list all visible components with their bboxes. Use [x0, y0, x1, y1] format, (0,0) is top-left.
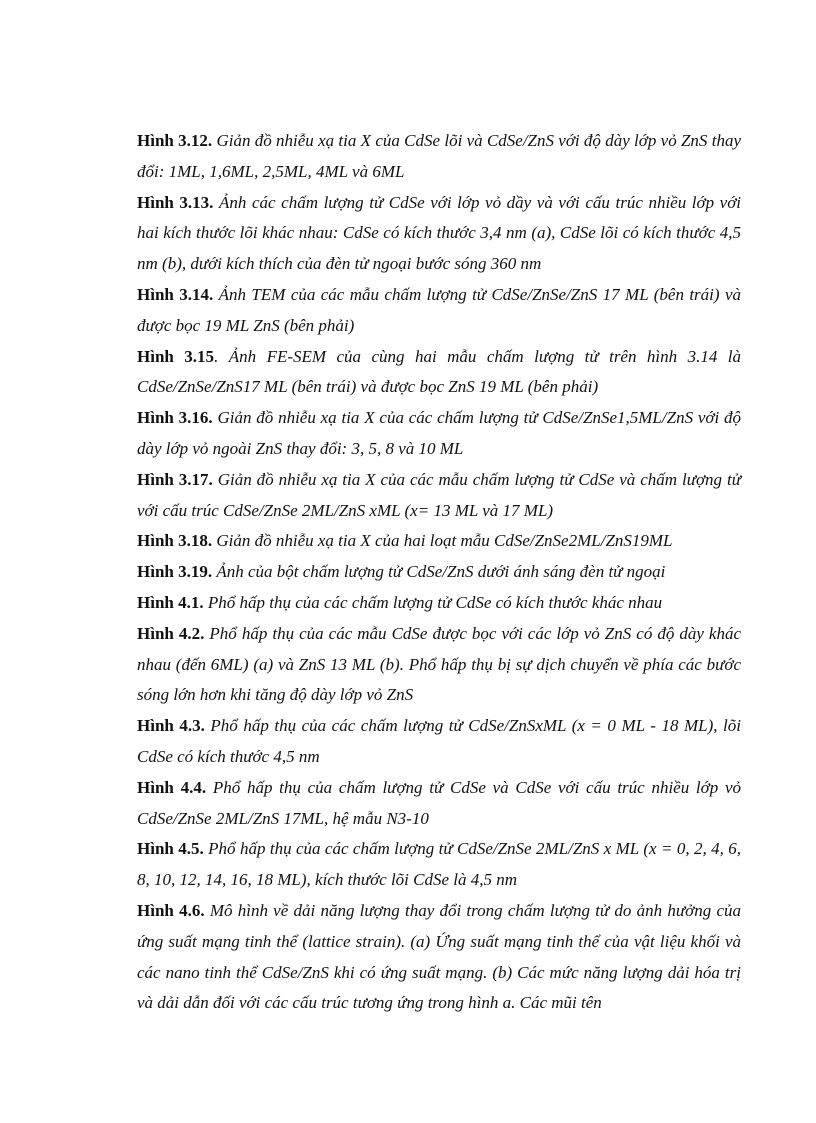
figure-label: Hình 4.5.: [137, 839, 204, 859]
figure-caption: Mô hình về dải năng lượng thay đổi trong chấm lượng tử do ảnh hưởng của ứng suất mạng tinh thể (lattice strain). (a) Ứng suất mạng tinh thể của vật liệu khối và các nano tinh thể CdSe/ZnS khi có ứng suất mạng. (b) Các mức năng lượng dải hóa trị và dải dẫn đối với các cấu trúc tương ứng trong hình a. Các mũi tên: [137, 900, 742, 1013]
figure-label: Hình 4.4.: [137, 777, 207, 797]
figure-caption: Ảnh của bột chấm lượng tử CdSe/ZnS dưới ánh sáng đèn tử ngoại: [216, 562, 666, 582]
figure-caption: Giản đồ nhiễu xạ tia X của hai loạt mẫu CdSe/ZnSe2ML/ZnS19ML: [216, 531, 673, 551]
figure-entry-4-6: [137, 896, 741, 1019]
figure-caption: Ảnh các chấm lượng tử CdSe với lớp vỏ dầy và với cấu trúc nhiều lớp với hai kích thước lõi khác nhau: CdSe có kích thước 3,4 nm (a), CdSe lõi có kích thước 4,5 nm (b), dưới kích thích của đèn tử ngoại bước sóng 360 nm: [137, 192, 742, 274]
figure-entry-3-18: [137, 526, 741, 557]
figure-list: [137, 126, 741, 1019]
figure-entry-4-3: [137, 711, 741, 773]
figure-caption: Giản đồ nhiễu xạ tia X của các chấm lượng tử CdSe/ZnSe1,5ML/ZnS với độ dày lớp vỏ ngoài ZnS thay đổi: 3, 5, 8 và 10 ML: [137, 408, 741, 458]
figure-caption: Phổ hấp thụ của các chấm lượng tử CdSe/ZnSxML (x = 0 ML - 18 ML), lõi CdSe có kích thước 4,5 nm: [137, 716, 742, 766]
figure-entry-4-1: [137, 588, 741, 619]
figure-caption: Phổ hấp thụ của các chấm lượng tử CdSe/ZnSe 2ML/ZnS x ML (x = 0, 2, 4, 6, 8, 10, 12, 14, 16, 18 ML), kích thước lõi CdSe là 4,5 nm: [137, 839, 742, 890]
figure-label: Hình 4.1.: [137, 592, 204, 612]
figure-entry-4-4: [137, 773, 741, 835]
figure-entry-3-16: [137, 403, 741, 465]
figure-caption: Giản đồ nhiễu xạ tia X của CdSe lõi và CdSe/ZnS với độ dày lớp vỏ ZnS thay đổi: 1ML, 1,6ML, 2,5ML, 4ML và 6ML: [137, 131, 741, 181]
figure-entry-3-19: [137, 557, 741, 588]
figure-caption: Ảnh TEM của các mẫu chấm lượng tử CdSe/ZnSe/ZnS 17 ML (bên trái) và được bọc 19 ML ZnS (bên phải): [137, 284, 741, 335]
figure-caption: Phổ hấp thụ của các mẫu CdSe được bọc với các lớp vỏ ZnS có độ dày khác nhau (đến 6ML) (a) và ZnS 13 ML (b). Phổ hấp thụ bị sự dịch chuyển về phía các bước sóng lớn hơn khi tăng độ dày lớp vỏ ZnS: [137, 623, 742, 705]
figure-label: Hình 3.13.: [137, 192, 214, 212]
figure-caption: Giản đồ nhiễu xạ tia X của các mẫu chấm lượng tử CdSe và chấm lượng tử với cấu trúc CdSe/ZnSe 2ML/ZnS xML (x= 13 ML và 17 ML): [137, 469, 741, 520]
figure-entry-3-17: [137, 465, 741, 527]
figure-entry-3-14: [137, 280, 741, 342]
figure-caption: . Ảnh FE-SEM của cùng hai mẫu chấm lượng tử trên hình 3.14 là CdSe/ZnSe/ZnS17 ML (bên trái) và được bọc ZnS 19 ML (bên phải): [137, 346, 742, 397]
figure-entry-4-2: [137, 619, 741, 711]
figure-entry-3-12: [137, 126, 741, 188]
figure-entry-3-13: [137, 188, 741, 280]
figure-label: Hình 4.6.: [137, 900, 205, 920]
figure-entry-4-5: [137, 834, 741, 896]
figure-label: Hình 3.12.: [137, 131, 213, 150]
figure-label: Hình 3.15: [137, 346, 215, 366]
figure-caption: Phổ hấp thụ của chấm lượng tử CdSe và CdSe với cấu trúc nhiều lớp vỏ CdSe/ZnSe 2ML/ZnS 17ML, hệ mẫu N3-10: [137, 777, 742, 828]
figure-label: Hình 3.19.: [137, 562, 213, 582]
figure-label: Hình 3.18.: [137, 531, 213, 551]
figure-label: Hình 4.3.: [137, 716, 205, 736]
figure-caption: Phổ hấp thụ của các chấm lượng tử CdSe có kích thước khác nhau: [207, 592, 663, 612]
figure-label: Hình 4.2.: [137, 623, 205, 643]
figure-entry-3-15: [137, 342, 741, 404]
figure-label: Hình 3.14.: [137, 284, 214, 304]
figure-label: Hình 3.17.: [137, 469, 213, 489]
figure-label: Hình 3.16.: [137, 408, 213, 428]
